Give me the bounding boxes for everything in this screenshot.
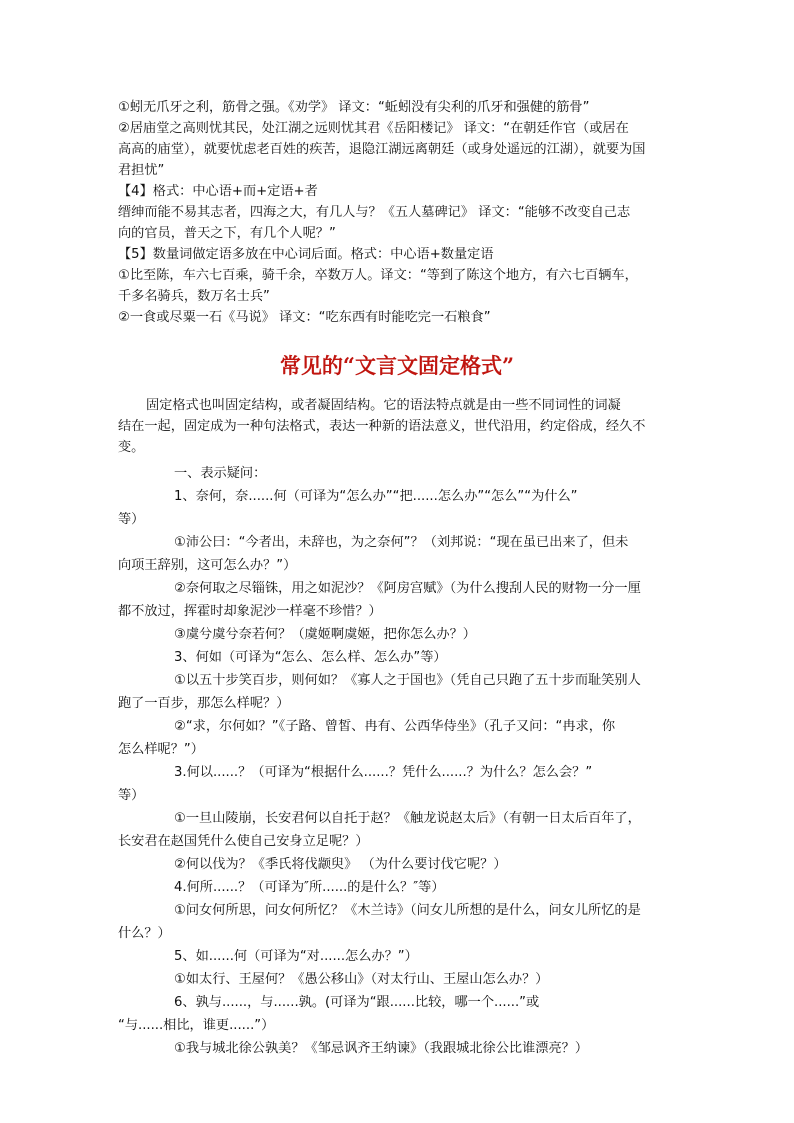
text-line: 向的官员，普天之下，有几个人呢？” (118, 226, 336, 241)
text-line: “与......相比，谁更......”） (118, 1018, 275, 1033)
text-line: ②奈何取之尽锱铢，用之如泥沙？《阿房宫赋》（为什么搜刮人民的财物一分一厘 (174, 581, 641, 596)
text-line: ①我与城北徐公孰美？《邹忌讽齐王纳谏》（我跟城北徐公比谁漂亮？） (174, 1041, 589, 1056)
text-line: ②居庙堂之高则忧其民，处江湖之远则忧其君《岳阳楼记》 译文：“在朝廷作官（或居在 (118, 121, 629, 136)
text-line: 都不放过，挥霍时却象泥沙一样毫不珍惜？） (118, 604, 382, 619)
text-line: ③虞兮虞兮奈若何？（虞姬啊虞姬，把你怎么办？） (174, 627, 476, 642)
text-line: ②何以伐为？《季氏将伐颛臾》 （为什么要讨伐它呢？） (174, 857, 507, 872)
text-line: 怎么样呢？”） (118, 742, 204, 757)
page-title: 常见的“文言文固定格式” (279, 353, 515, 378)
text-line: 向项王辞别，这可怎么办？”） (118, 558, 297, 573)
subsection-heading: 一、表示疑问： (174, 466, 267, 481)
text-line: ②一食或尽粟一石《马说》 译文：“吃东西有时能吃完一石粮食” (118, 310, 491, 325)
text-line: 4.何所......？（可译为″所......的是什么？″等） (174, 880, 445, 895)
text-line: ①以五十步笑百步，则何如？《寡人之于国也》（凭自己只跑了五十步而耻笑别人 (174, 673, 641, 688)
intro-line: 固定格式也叫固定结构，或者凝固结构。它的语法特点就是由一些不同词性的词凝 (146, 398, 621, 413)
text-line: 等） (118, 512, 145, 527)
text-line: ①一旦山陵崩，长安君何以自托于赵？《触龙说赵太后》（有朝一日太后百年了， (174, 811, 641, 826)
intro-line: 变。 (118, 440, 145, 455)
text-line: ①如太行、王屋何？《愚公移山》（对太行山、王屋山怎么办？） (174, 972, 549, 987)
text-line: 等） (118, 788, 145, 803)
text-line: 什么？） (118, 926, 171, 941)
text-line: 1、奈何，奈......何（可译为“怎么办”“把......怎么办”“怎么”“为什么” (174, 489, 578, 504)
text-line: 缙绅而能不易其志者，四海之大，有几人与？《五人墓碑记》 译文：“能够不改变自己志 (118, 205, 631, 220)
section-heading: 【5】数量词做定语多放在中心词后面。格式：中心语+数量定语 (118, 247, 494, 262)
text-line: ①比至陈，车六七百乘，骑千余，卒数万人。译文：“等到了陈这个地方，有六七百辆车， (118, 268, 638, 283)
text-line: 跑了一百步，那怎么样呢？） (118, 696, 290, 711)
text-line: ①沛公曰：“今者出，未辞也，为之奈何”？（刘邦说：“现在虽已出来了，但未 (174, 535, 629, 550)
text-line: 千多名骑兵，数万名士兵” (118, 289, 270, 304)
text-line: ②“求，尔何如？”《子路、曾皙、冉有、公西华侍坐》（孔子又问：“冉求，你 (174, 719, 616, 734)
text-line: 3、何如（可译为“怎么、怎么样、怎么办”等） (174, 650, 447, 665)
text-line: ①问女何所思，问女何所忆？《木兰诗》（问女儿所想的是什么，问女儿所忆的是 (174, 903, 641, 918)
text-line: 君担忧” (118, 163, 165, 178)
intro-line: 结在一起，固定成为一种句法格式，表达一种新的语法意义，世代沿用，约定俗成，经久不 (118, 419, 646, 434)
text-line: ①蚓无爪牙之利，筋骨之强。《劝学》 译文：“蚯蚓没有尖利的爪牙和强健的筋骨” (118, 100, 590, 115)
text-line: 长安君在赵国凭什么使自己安身立足呢？） (118, 834, 369, 849)
section-heading: 【4】格式：中心语+而+定语+者 (118, 184, 318, 199)
text-line: 3.何以......？（可译为“根据什么......？凭什么......？为什么？怎么会？” (174, 765, 593, 780)
text-line: 高高的庙堂），就要忧虑老百姓的疾苦，退隐江湖远离朝廷（或身处遥远的江湖），就要为国 (118, 142, 646, 157)
text-line: 5、如......何（可译为“对......怎么办？”） (174, 949, 418, 964)
text-line: 6、孰与......，与......孰。(可译为“跟......比较，哪一个......”或 (174, 995, 540, 1010)
